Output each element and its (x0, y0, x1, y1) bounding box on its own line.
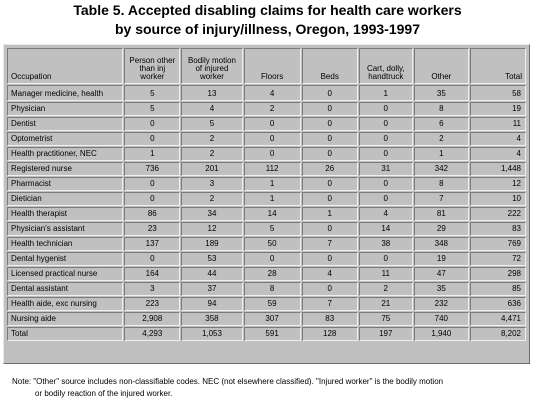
value-cell: 58 (470, 85, 526, 101)
value-cell: 44 (181, 267, 242, 281)
value-cell: 1 (414, 147, 469, 161)
occupation-cell: Dietician (7, 192, 123, 206)
value-cell: 50 (244, 237, 301, 251)
value-cell: 0 (124, 132, 180, 146)
total-cell: 197 (359, 327, 413, 341)
value-cell: 5 (124, 85, 180, 101)
value-cell: 137 (124, 237, 180, 251)
value-cell: 11 (359, 267, 413, 281)
value-cell: 0 (302, 252, 358, 266)
value-cell: 4 (470, 132, 526, 146)
value-cell: 2 (414, 132, 469, 146)
value-cell: 1 (244, 192, 301, 206)
value-cell: 342 (414, 162, 469, 176)
value-cell: 0 (359, 102, 413, 116)
table-row (7, 192, 526, 206)
table-row (7, 267, 526, 281)
value-cell: 736 (124, 162, 180, 176)
value-cell: 2 (181, 192, 242, 206)
value-cell: 3 (124, 282, 180, 296)
value-cell: 0 (244, 252, 301, 266)
footnote-line-2: or bodily reaction of the injured worker. (35, 389, 173, 398)
occupation-cell: Optometrist (7, 132, 123, 146)
occupation-cell: Nursing aide (7, 312, 123, 326)
table-row (7, 177, 526, 191)
claims-table (6, 47, 527, 342)
value-cell: 0 (124, 117, 180, 131)
value-cell: 0 (359, 132, 413, 146)
value-cell: 86 (124, 207, 180, 221)
value-cell: 2,908 (124, 312, 180, 326)
table-row (7, 85, 526, 101)
value-cell: 0 (302, 117, 358, 131)
value-cell: 3 (181, 177, 242, 191)
value-cell: 19 (414, 252, 469, 266)
value-cell: 0 (244, 132, 301, 146)
value-cell: 38 (359, 237, 413, 251)
value-cell: 0 (302, 85, 358, 101)
table-body (7, 85, 526, 326)
table-subtitle: by source of injury/illness, Oregon, 1993-1997 (114, 21, 420, 37)
value-cell: 0 (359, 147, 413, 161)
total-cell: 591 (244, 327, 301, 341)
table-row (7, 147, 526, 161)
footnote-line-1: Note: "Other" source includes non-classifiable codes. NEC (not elsewhere classified). "Injured worker" is the bodily motion (12, 377, 444, 386)
table-frame (3, 44, 530, 364)
occupation-cell: Registered nurse (7, 162, 123, 176)
value-cell: 0 (359, 117, 413, 131)
header-other: Other (414, 48, 469, 84)
value-cell: 0 (124, 177, 180, 191)
occupation-cell: Dentist (7, 117, 123, 131)
value-cell: 7 (302, 237, 358, 251)
value-cell: 5 (124, 102, 180, 116)
value-cell: 232 (414, 297, 469, 311)
value-cell: 0 (244, 147, 301, 161)
table-row (7, 297, 526, 311)
value-cell: 164 (124, 267, 180, 281)
value-cell: 6 (414, 117, 469, 131)
occupation-cell: Physician (7, 102, 123, 116)
value-cell: 31 (359, 162, 413, 176)
value-cell: 0 (302, 177, 358, 191)
value-cell: 14 (244, 207, 301, 221)
value-cell: 298 (470, 267, 526, 281)
value-cell: 0 (302, 102, 358, 116)
table-row (7, 252, 526, 266)
value-cell: 769 (470, 237, 526, 251)
value-cell: 4 (359, 207, 413, 221)
value-cell: 307 (244, 312, 301, 326)
value-cell: 35 (414, 282, 469, 296)
value-cell: 34 (181, 207, 242, 221)
occupation-cell: Health practitioner, NEC (7, 147, 123, 161)
table-row (7, 312, 526, 326)
value-cell: 13 (181, 85, 242, 101)
value-cell: 8 (244, 282, 301, 296)
value-cell: 53 (181, 252, 242, 266)
value-cell: 19 (470, 102, 526, 116)
value-cell: 1 (244, 177, 301, 191)
value-cell: 2 (359, 282, 413, 296)
header-cart: Cart, dolly, handtruck (359, 48, 413, 84)
header-bodily-motion: Bodily motion of injured worker (181, 48, 242, 84)
value-cell: 0 (302, 147, 358, 161)
value-cell: 85 (470, 282, 526, 296)
total-cell: 1,053 (181, 327, 242, 341)
value-cell: 83 (470, 222, 526, 236)
value-cell: 2 (244, 102, 301, 116)
value-cell: 189 (181, 237, 242, 251)
value-cell: 4 (181, 102, 242, 116)
footnote (12, 376, 443, 400)
header-total: Total (470, 48, 526, 84)
value-cell: 7 (302, 297, 358, 311)
value-cell: 72 (470, 252, 526, 266)
table-title: Table 5. Accepted disabling claims for health care workers (73, 2, 462, 18)
value-cell: 83 (302, 312, 358, 326)
value-cell: 8 (414, 102, 469, 116)
value-cell: 4 (244, 85, 301, 101)
value-cell: 10 (470, 192, 526, 206)
value-cell: 59 (244, 297, 301, 311)
total-cell: 8,202 (470, 327, 526, 341)
value-cell: 0 (302, 192, 358, 206)
table-row (7, 222, 526, 236)
value-cell: 223 (124, 297, 180, 311)
value-cell: 1,448 (470, 162, 526, 176)
value-cell: 0 (124, 252, 180, 266)
table-row (7, 132, 526, 146)
value-cell: 1 (124, 147, 180, 161)
occupation-cell: Physician's assistant (7, 222, 123, 236)
occupation-cell: Dental hygenist (7, 252, 123, 266)
value-cell: 112 (244, 162, 301, 176)
table-row (7, 117, 526, 131)
occupation-cell: Dental assistant (7, 282, 123, 296)
value-cell: 0 (302, 222, 358, 236)
header-person-other: Person other than inj worker (124, 48, 180, 84)
value-cell: 26 (302, 162, 358, 176)
total-label: Total (7, 327, 123, 341)
value-cell: 37 (181, 282, 242, 296)
value-cell: 740 (414, 312, 469, 326)
value-cell: 12 (181, 222, 242, 236)
value-cell: 28 (244, 267, 301, 281)
value-cell: 0 (359, 252, 413, 266)
total-cell: 4,293 (124, 327, 180, 341)
value-cell: 12 (470, 177, 526, 191)
value-cell: 4,471 (470, 312, 526, 326)
occupation-cell: Pharmacist (7, 177, 123, 191)
occupation-cell: Licensed practical nurse (7, 267, 123, 281)
value-cell: 0 (302, 282, 358, 296)
value-cell: 35 (414, 85, 469, 101)
table-row (7, 237, 526, 251)
header-beds: Beds (302, 48, 358, 84)
value-cell: 14 (359, 222, 413, 236)
value-cell: 358 (181, 312, 242, 326)
value-cell: 8 (414, 177, 469, 191)
value-cell: 636 (470, 297, 526, 311)
value-cell: 7 (414, 192, 469, 206)
total-cell: 1,940 (414, 327, 469, 341)
value-cell: 5 (181, 117, 242, 131)
total-cell: 128 (302, 327, 358, 341)
header-row (7, 48, 526, 84)
value-cell: 0 (244, 117, 301, 131)
value-cell: 11 (470, 117, 526, 131)
value-cell: 0 (359, 177, 413, 191)
value-cell: 348 (414, 237, 469, 251)
value-cell: 0 (124, 192, 180, 206)
table-row (7, 282, 526, 296)
value-cell: 4 (470, 147, 526, 161)
value-cell: 2 (181, 132, 242, 146)
table-row (7, 102, 526, 116)
value-cell: 5 (244, 222, 301, 236)
value-cell: 222 (470, 207, 526, 221)
occupation-cell: Health technician (7, 237, 123, 251)
value-cell: 2 (181, 147, 242, 161)
occupation-cell: Health aide, exc nursing (7, 297, 123, 311)
table-row (7, 162, 526, 176)
header-floors: Floors (244, 48, 301, 84)
occupation-cell: Health therapist (7, 207, 123, 221)
value-cell: 81 (414, 207, 469, 221)
value-cell: 1 (302, 207, 358, 221)
value-cell: 21 (359, 297, 413, 311)
value-cell: 0 (302, 132, 358, 146)
value-cell: 0 (359, 192, 413, 206)
value-cell: 94 (181, 297, 242, 311)
occupation-cell: Manager medicine, health (7, 85, 123, 101)
value-cell: 29 (414, 222, 469, 236)
header-occupation: Occupation (7, 48, 123, 84)
value-cell: 4 (302, 267, 358, 281)
value-cell: 23 (124, 222, 180, 236)
table-row (7, 207, 526, 221)
value-cell: 201 (181, 162, 242, 176)
value-cell: 1 (359, 85, 413, 101)
value-cell: 47 (414, 267, 469, 281)
value-cell: 75 (359, 312, 413, 326)
total-row (7, 327, 526, 341)
